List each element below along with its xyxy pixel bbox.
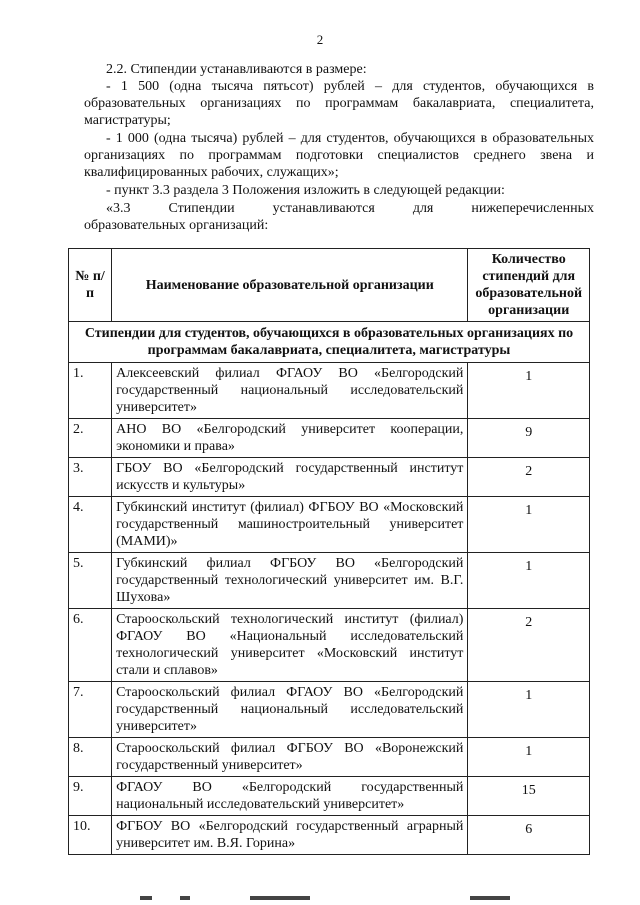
stipend-count: 6	[468, 816, 590, 855]
stipend-count: 1	[468, 738, 590, 777]
table-row	[69, 553, 590, 609]
organization-name: ФГБОУ ВО «Белгородский государственный аграрный университет им. В.Я. Горина»	[112, 816, 468, 855]
table-row	[69, 497, 590, 553]
section-title: Стипендии для студентов, обучающихся в образовательных организациях по программам бакалавриата, специалитета, магистратуры	[69, 322, 590, 363]
stipend-count: 15	[468, 777, 590, 816]
paragraph-secondary-amount: - 1 000 (одна тысяча) рублей – для студентов, обучающихся в образовательных организациях по программам подготовки специалистов среднего звена и квалифицированных рабочих, служащих»;	[84, 131, 594, 180]
paragraph-stipend-amounts: 2.2. Стипендии устанавливаются в размере:	[106, 62, 367, 77]
row-number: 6.	[69, 609, 112, 682]
stipend-count: 1	[468, 553, 590, 609]
table-row	[69, 738, 590, 777]
organization-name: ГБОУ ВО «Белгородский государственный институт искусств и культуры»	[112, 458, 468, 497]
row-number: 8.	[69, 738, 112, 777]
table-row	[69, 363, 590, 419]
table-row	[69, 777, 590, 816]
stipend-count: 2	[468, 609, 590, 682]
bottom-edge-marks	[140, 896, 540, 904]
header-num: № п/п	[69, 249, 112, 322]
organization-name: Губкинский институт (филиал) ФГБОУ ВО «Московский государственный машиностроительный университет (МАМИ)»	[112, 497, 468, 553]
table-row	[69, 609, 590, 682]
organization-name: Алексеевский филиал ФГАОУ ВО «Белгородский государственный национальный исследовательский университет»	[112, 363, 468, 419]
organization-name: Губкинский филиал ФГБОУ ВО «Белгородский государственный технологический университет им. В.Г. Шухова»	[112, 553, 468, 609]
row-number: 10.	[69, 816, 112, 855]
paragraph-amend-clause: - пункт 3.3 раздела 3 Положения изложить в следующей редакции:	[106, 183, 505, 198]
table-row	[69, 458, 590, 497]
stipend-count: 2	[468, 458, 590, 497]
row-number: 2.	[69, 419, 112, 458]
paragraph-clause-3-3: «3.3 Стипендии устанавливаются для нижеперечисленных	[106, 201, 594, 216]
row-number: 4.	[69, 497, 112, 553]
paragraph-bachelor-amount: - 1 500 (одна тысяча пятьсот) рублей – для студентов, обучающихся в образовательных организациях по программам бакалавриата, специалитета, магистратуры;	[84, 79, 594, 128]
organization-name: Старооскольский филиал ФГАОУ ВО «Белгородский государственный национальный исследовательский университет»	[112, 682, 468, 738]
page-number: 2	[316, 32, 324, 47]
paragraph-clause-3-3-cont: образовательных организаций:	[84, 218, 269, 233]
stipend-table	[68, 248, 590, 855]
row-number: 3.	[69, 458, 112, 497]
header-name: Наименование образовательной организации	[112, 249, 468, 322]
row-number: 7.	[69, 682, 112, 738]
organization-name: ФГАОУ ВО «Белгородский государственный национальный исследовательский университет»	[112, 777, 468, 816]
organization-name: Старооскольский филиал ФГБОУ ВО «Воронежский государственный университет»	[112, 738, 468, 777]
table-row	[69, 682, 590, 738]
organization-name: АНО ВО «Белгородский университет кооперации, экономики и права»	[112, 419, 468, 458]
row-number: 9.	[69, 777, 112, 816]
section-row	[69, 322, 590, 363]
header-count: Количество стипендий для образовательной организации	[468, 249, 590, 322]
table-row	[69, 816, 590, 855]
organization-name: Старооскольский технологический институт (филиал) ФГАОУ ВО «Национальный исследовательский технологический университет «Московский институт стали и сплавов»	[112, 609, 468, 682]
table-header-row	[69, 249, 590, 322]
stipend-count: 1	[468, 497, 590, 553]
table-row	[69, 419, 590, 458]
row-number: 5.	[69, 553, 112, 609]
stipend-count: 1	[468, 363, 590, 419]
row-number: 1.	[69, 363, 112, 419]
stipend-count: 9	[468, 419, 590, 458]
stipend-count: 1	[468, 682, 590, 738]
